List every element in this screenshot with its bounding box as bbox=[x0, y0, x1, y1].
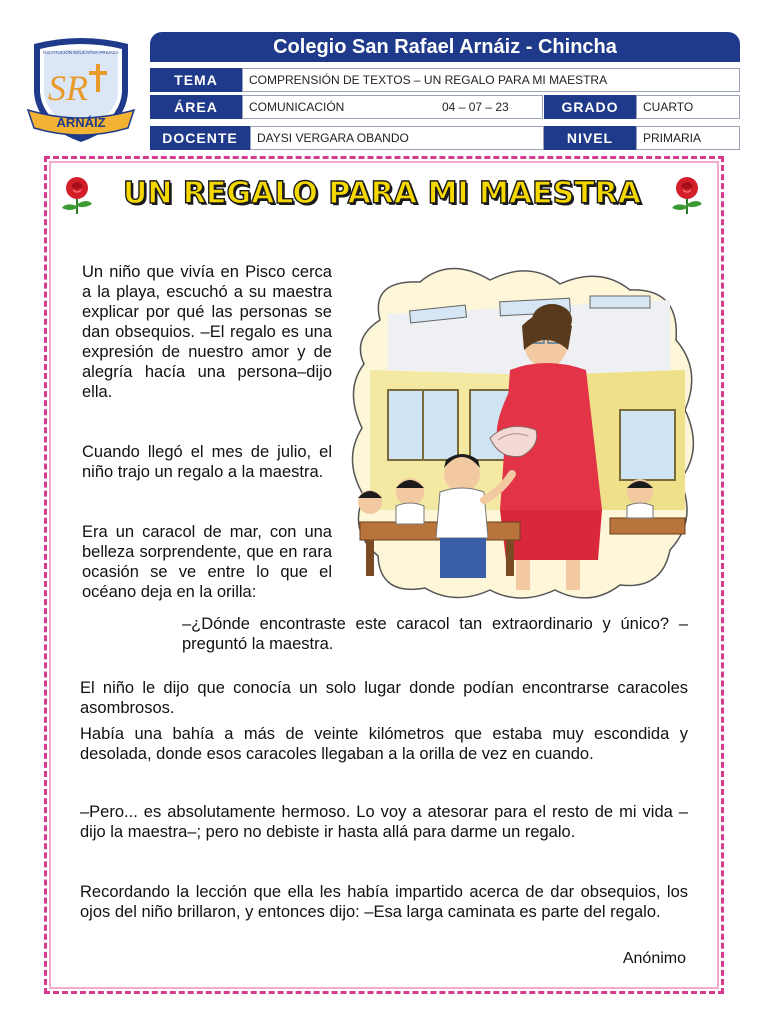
rose-icon bbox=[56, 172, 98, 216]
rose-icon bbox=[666, 172, 708, 216]
logo-ribbon-text: ARNÁIZ bbox=[56, 115, 106, 130]
value-tema: COMPRENSIÓN DE TEXTOS – UN REGALO PARA MI MAESTRA bbox=[242, 68, 740, 92]
story-paragraph: Cuando llegó el mes de julio, el niño trajo un regalo a la maestra. bbox=[82, 443, 332, 481]
value-nivel: PRIMARIA bbox=[636, 126, 740, 150]
label-tema: TEMA bbox=[150, 68, 242, 92]
label-docente: DOCENTE bbox=[150, 126, 250, 150]
story-author: Anónimo bbox=[622, 950, 686, 967]
story-title: UN REGALO PARA MI MAESTRA bbox=[123, 176, 641, 211]
story-paragraph: –¿Dónde encontraste este caracol tan extraordinario y único? –preguntó la maestra. bbox=[182, 615, 688, 653]
school-logo bbox=[22, 30, 140, 146]
value-docente: DAYSI VERGARA OBANDO bbox=[250, 126, 544, 150]
value-grado: CUARTO bbox=[636, 95, 740, 119]
story-paragraph: Había una bahía a más de veinte kilómetros que estaba muy escondida y desolada, donde esos caracoles llegaban a la orilla de vez en cuando. bbox=[80, 725, 688, 763]
school-name: Colegio San Rafael Arnáiz - Chincha bbox=[150, 32, 740, 62]
label-grado: GRADO bbox=[544, 95, 636, 119]
value-date: 04 – 07 – 23 bbox=[436, 95, 543, 119]
story-paragraph: Un niño que vivía en Pisco cerca a la playa, escuchó a su maestra explicar por qué las personas se dan obsequios. –El regalo es una expresión de nuestro amor y de alegría hacía una persona–dijo ella. bbox=[82, 263, 332, 401]
value-area: COMUNICACIÓN bbox=[242, 95, 444, 119]
story-paragraph: Era un caracol de mar, con una belleza sorprendente, que en rara ocasión se ve entre lo que el océano deja en la orilla: bbox=[82, 523, 332, 601]
classroom-illustration bbox=[340, 260, 710, 608]
story-title-area bbox=[52, 170, 712, 234]
label-nivel: NIVEL bbox=[544, 126, 636, 150]
logo-top-text: INSTITUCIÓN EDUCATIVA PRIVADA bbox=[43, 50, 119, 55]
story-paragraph: –Pero... es absolutamente hermoso. Lo voy a atesorar para el resto de mi vida –dijo la maestra–; pero no debiste ir hasta allá para darme un regalo. bbox=[80, 803, 688, 841]
logo-monogram: SR bbox=[48, 68, 88, 108]
label-area: ÁREA bbox=[150, 95, 242, 119]
story-paragraph: Recordando la lección que ella les había impartido acerca de dar obsequios, los ojos del niño brillaron, y entonces dijo: –Esa larga caminata es parte del regalo. bbox=[80, 883, 688, 921]
story-paragraph: El niño le dijo que conocía un solo lugar donde podían encontrarse caracoles asombrosos. bbox=[80, 679, 688, 717]
